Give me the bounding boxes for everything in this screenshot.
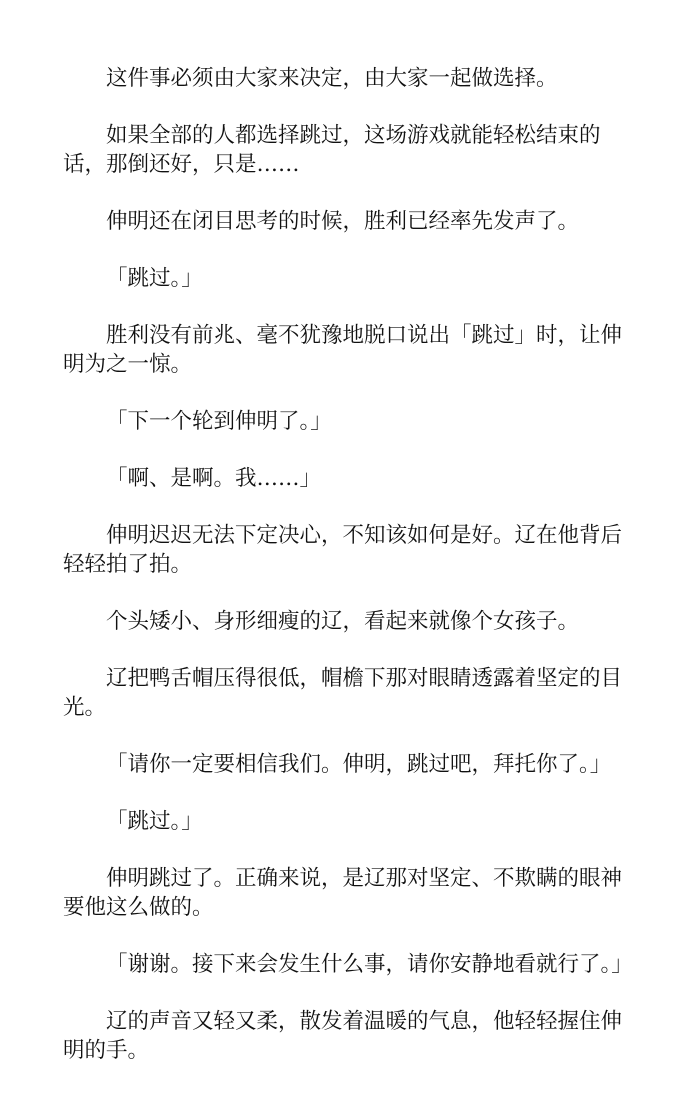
document-body: [63, 64, 643, 1093]
paragraph-7: 「啊、是啊。我……」: [106, 466, 322, 491]
paragraph-6: 「下一个轮到伸明了。」: [106, 409, 332, 434]
paragraph-2: 如果全部的人都选择跳过，这场游戏就能轻松结束的话，那倒还好，只是……: [63, 123, 601, 177]
paragraph-8: 伸明迟迟无法下定决心，不知该如何是好。辽在他背后轻轻拍了拍。: [63, 523, 623, 577]
paragraph-9: 个头矮小、身形细瘦的辽，看起来就像个女孩子。: [106, 609, 580, 634]
paragraph-10: 辽把鸭舌帽压得很低，帽檐下那对眼睛透露着坚定的目光。: [63, 666, 623, 720]
paragraph-15: 辽的声音又轻又柔，散发着温暖的气息，他轻轻握住伸明的手。: [63, 1009, 623, 1063]
paragraph-13: 伸明跳过了。正确来说，是辽那对坚定、不欺瞒的眼神要他这么做的。: [63, 866, 623, 920]
paragraph-5: 胜利没有前兆、毫不犹豫地脱口说出「跳过」时，让伸明为之一惊。: [63, 323, 623, 377]
paragraph-1: 这件事必须由大家来决定，由大家一起做选择。: [106, 66, 558, 91]
paragraph-11: 「请你一定要相信我们。伸明，跳过吧，拜托你了。」: [106, 752, 612, 777]
paragraph-4: 「跳过。」: [106, 266, 203, 291]
paragraph-12: 「跳过。」: [106, 809, 203, 834]
paragraph-3: 伸明还在闭目思考的时候，胜利已经率先发声了。: [106, 209, 580, 234]
paragraph-14: 「谢谢。接下来会发生什么事，请你安静地看就行了。」: [106, 952, 633, 977]
